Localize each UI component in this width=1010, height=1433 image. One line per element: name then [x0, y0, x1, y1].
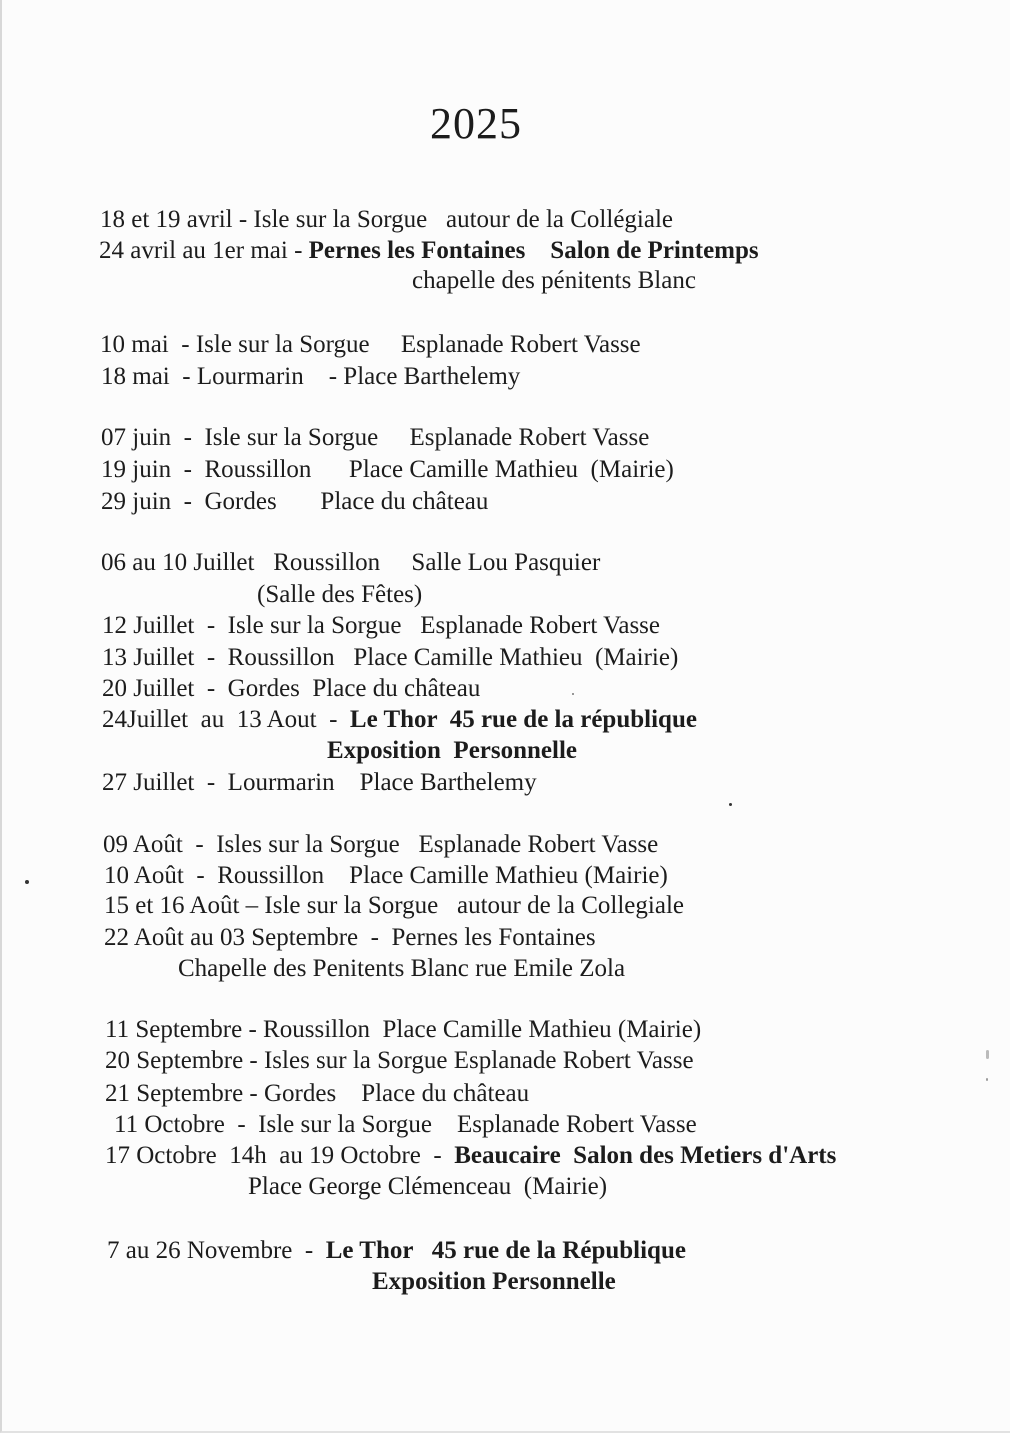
event-highlight-text: Exposition Personnelle [372, 1268, 616, 1295]
event-text: 20 Juillet - Gordes Place du château [102, 675, 481, 702]
event-text: 7 au 26 Novembre - [107, 1237, 326, 1264]
event-line [102, 674, 480, 704]
event-line [104, 861, 668, 891]
event-text: 18 mai - Lourmarin - Place Barthelemy [101, 363, 521, 390]
event-highlight-text: Le Thor 45 rue de la république [349, 706, 697, 733]
event-text: 12 Juillet - Isle sur la Sorgue Esplanade Robert Vasse [102, 612, 661, 639]
event-line [101, 487, 488, 517]
event-highlight-text: Beaucaire Salon des Metiers d'Arts [454, 1142, 837, 1169]
event-text: 11 Septembre - Roussillon Place Camille Mathieu (Mairie) [105, 1016, 702, 1043]
event-line [102, 643, 678, 673]
event-line [105, 1141, 836, 1171]
event-text: (Salle des Fêtes) [257, 581, 423, 608]
event-line [102, 705, 697, 735]
event-line [102, 611, 660, 641]
scan-speck [986, 1050, 989, 1059]
event-line [101, 362, 520, 392]
event-text: 17 Octobre 14h au 19 Octobre - [105, 1142, 455, 1169]
event-text: 07 juin - Isle sur la Sorgue Esplanade Robert Vasse [101, 424, 650, 451]
event-text: Place George Clémenceau (Mairie) [248, 1173, 608, 1200]
event-line [100, 205, 673, 235]
event-line [104, 923, 596, 953]
scan-speck [986, 1078, 988, 1081]
event-line [101, 423, 649, 453]
event-line-continuation [257, 580, 422, 610]
event-text: 10 mai - Isle sur la Sorgue Esplanade Robert Vasse [100, 331, 641, 358]
event-line [104, 891, 684, 921]
event-text: 06 au 10 Juillet Roussillon Salle Lou Pasquier [101, 549, 601, 576]
event-text: 10 Août - Roussillon Place Camille Mathieu (Mairie) [104, 862, 668, 889]
event-line [105, 1079, 529, 1109]
event-text: Chapelle des Penitents Blanc rue Emile Zola [178, 955, 626, 982]
event-text: 15 et 16 Août – Isle sur la Sorgue autour de la Collegiale [104, 892, 684, 919]
event-text: 24 avril au 1er mai - [99, 237, 309, 264]
event-text: 13 Juillet - Roussillon Place Camille Mathieu (Mairie) [102, 644, 679, 671]
event-line-continuation [248, 1172, 607, 1202]
page-title: 2025 [430, 99, 522, 148]
event-line-continuation [372, 1267, 616, 1297]
event-line-continuation [178, 954, 625, 984]
event-line [100, 330, 641, 360]
event-text: 21 Septembre - Gordes Place du château [105, 1080, 530, 1107]
event-line [99, 236, 759, 266]
event-line [101, 455, 674, 485]
event-text: 18 et 19 avril - Isle sur la Sorgue autour de la Collégiale [100, 206, 673, 233]
event-line [101, 548, 600, 578]
event-text: chapelle des pénitents Blanc [412, 267, 696, 294]
event-highlight-text: Le Thor 45 rue de la République [325, 1237, 686, 1264]
event-text: 19 juin - Roussillon Place Camille Mathieu (Mairie) [101, 456, 674, 483]
event-text: 24Juillet au 13 Aout - [102, 706, 350, 733]
event-text: 29 juin - Gordes Place du château [101, 488, 489, 515]
scan-speck [729, 803, 732, 806]
event-text: 09 Août - Isles sur la Sorgue Esplanade Robert Vasse [103, 831, 659, 858]
event-text: 20 Septembre - Isles sur la Sorgue Esplanade Robert Vasse [105, 1047, 694, 1074]
event-line [107, 1236, 686, 1266]
scan-speck [25, 880, 29, 884]
event-line [105, 1046, 694, 1076]
event-line-continuation [327, 736, 577, 766]
scan-speck [572, 693, 574, 695]
event-line [105, 1015, 701, 1045]
event-highlight-text: Exposition Personnelle [327, 737, 578, 764]
event-text: 11 Octobre - Isle sur la Sorgue Esplanade Robert Vasse [114, 1111, 697, 1138]
event-text: 22 Août au 03 Septembre - Pernes les Fontaines [104, 924, 596, 951]
event-line [102, 768, 537, 798]
event-line-continuation [412, 266, 696, 296]
event-highlight-text: Pernes les Fontaines Salon de Printemps [308, 237, 759, 264]
event-text: 27 Juillet - Lourmarin Place Barthelemy [102, 769, 537, 796]
event-line [103, 830, 658, 860]
event-line [114, 1110, 697, 1140]
